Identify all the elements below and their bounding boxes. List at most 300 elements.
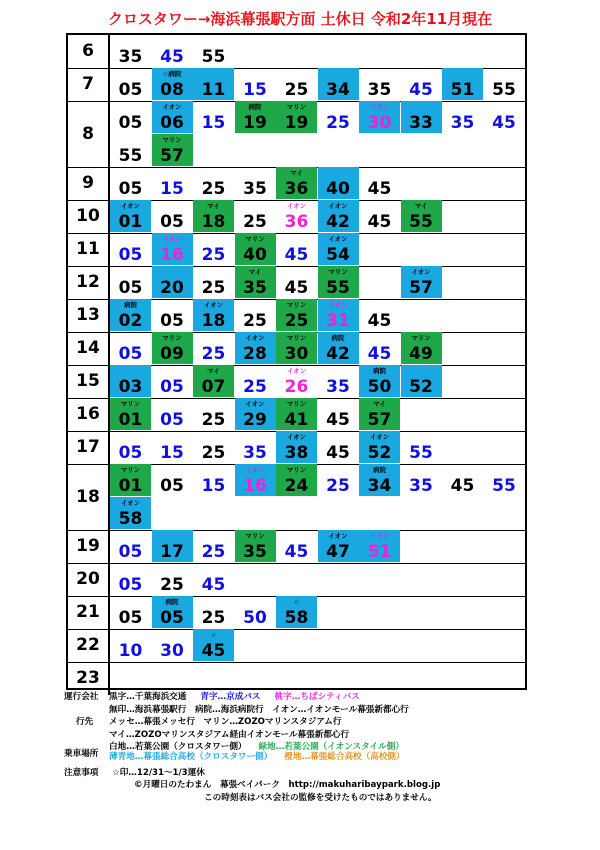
dest-text-3: マイ…ZOZOマリンスタジアム経由イオンモール幕張新都心行 [109, 729, 350, 740]
departure-cell [318, 299, 359, 331]
departure-cell [359, 398, 400, 430]
hour-label: 8 [68, 101, 110, 167]
departure-cell [235, 167, 276, 199]
departure-cell [276, 530, 317, 562]
departure-cell [359, 464, 400, 496]
departure-cell [152, 68, 193, 100]
departure-cell [152, 134, 193, 166]
departure-minute: 15 [160, 179, 184, 199]
dest-text-1: 無印…海浜幕張駅行 病院…海浜病院行 イオン…イオンモール幕張新都心行 [109, 704, 409, 715]
departure-cell [276, 332, 317, 364]
departure-minute: 01 [118, 476, 143, 496]
departure-cell [401, 101, 442, 133]
destination-tag: イオン [120, 202, 141, 210]
departure-minute: 35 [243, 278, 267, 298]
departure-minute: 55 [326, 278, 350, 298]
departure-minute: 07 [201, 377, 226, 397]
stop-orange: 橙地…幕張総合高校（高校側） [284, 751, 405, 762]
destination-tag: イオン [328, 235, 348, 243]
departure-minute: 05 [118, 80, 143, 100]
destination-tag: イオン [369, 103, 390, 111]
departure-minute: 25 [201, 443, 226, 463]
departure-cell [193, 233, 234, 265]
departure-minute: 45 [367, 344, 392, 364]
departure-minute: 25 [284, 311, 309, 331]
departure-cell [401, 68, 442, 100]
operator-line [64, 691, 594, 704]
departure-minute: 55 [409, 443, 433, 463]
destination-tag: ☆ [293, 598, 300, 606]
dest-line-2 [64, 716, 594, 729]
departure-cell [152, 266, 193, 298]
departure-cell [193, 398, 234, 430]
departure-minute: 55 [118, 146, 143, 166]
departure-cell [152, 233, 193, 265]
operator-black: 黒字…千葉海浜交通 [109, 692, 187, 702]
destination-tag: イオン [245, 400, 265, 408]
departure-cell [152, 398, 193, 430]
departure-cell [110, 365, 151, 397]
operator-blue: 青字…京成バス [200, 692, 261, 702]
timetable-grid [66, 33, 527, 690]
departure-minute: 40 [326, 179, 350, 199]
departure-cell [276, 464, 317, 496]
departure-cell [152, 530, 193, 562]
departure-minute: 25 [243, 377, 267, 397]
departure-minute: 19 [284, 113, 309, 133]
departure-minute: 25 [201, 542, 226, 562]
departure-minute: 25 [284, 80, 309, 100]
departure-cell [152, 101, 193, 133]
departure-minute: 06 [160, 113, 184, 133]
departure-cell [442, 101, 483, 133]
departure-minute: 42 [326, 344, 350, 364]
destination-tag: マリン [328, 268, 348, 276]
departure-cell [152, 200, 193, 232]
hour-label: 9 [68, 167, 110, 200]
departure-minute: 51 [450, 80, 475, 100]
departure-cell [235, 101, 276, 133]
destination-tag: マリン [120, 400, 141, 408]
stop-white: 白地…若葉公園（クロスタワー側） [109, 742, 247, 753]
destination-tag: イオン [328, 301, 348, 309]
departure-minute: 45 [326, 410, 350, 430]
departure-minute: 30 [367, 113, 392, 133]
departure-minute: 05 [118, 344, 143, 364]
destination-tag: イオン [411, 268, 431, 276]
departure-cell [235, 530, 276, 562]
hour-label: 11 [68, 233, 110, 266]
departure-cell [276, 233, 317, 265]
departure-minute: 15 [243, 80, 267, 100]
departure-minute: 55 [409, 212, 433, 232]
departure-cell [110, 596, 151, 628]
hour-label: 17 [68, 431, 110, 464]
departure-minute: 36 [284, 212, 309, 232]
departure-minute: 45 [201, 575, 226, 595]
departure-cell [235, 266, 276, 298]
departure-minute: 05 [160, 608, 184, 628]
destination-tag: イオン [120, 499, 141, 507]
departure-minute: 16 [243, 476, 267, 496]
departure-cell [359, 365, 400, 397]
destination-tag: イオン [245, 334, 265, 342]
destination-tag: 病院 [331, 334, 345, 342]
departure-cell [235, 299, 276, 331]
departure-cell [110, 629, 151, 661]
destination-tag: ☆病院 [162, 70, 182, 78]
destination-tag: マリン [411, 334, 431, 342]
departure-minute: 05 [118, 443, 143, 463]
stop-line-2 [64, 748, 594, 764]
departure-minute: 35 [243, 179, 267, 199]
destination-tag: マイ [207, 367, 220, 375]
departure-minute: 09 [160, 344, 184, 364]
departure-cell [152, 464, 193, 496]
departure-cell [318, 233, 359, 265]
departure-minute: 05 [118, 179, 143, 199]
departure-minute: 25 [160, 575, 184, 595]
departure-cell [110, 530, 151, 562]
departure-cell [318, 68, 359, 100]
credit-text: ©月曜日のたわまん 幕張ベイパーク http://makuharibaypark.blog.jp [134, 780, 441, 791]
departure-cell [359, 101, 400, 133]
hour-label: 14 [68, 332, 110, 365]
departure-minute: 52 [367, 443, 392, 463]
destination-tag: 病院 [373, 367, 386, 375]
departure-cell [318, 398, 359, 430]
departure-minute: 35 [118, 47, 143, 67]
departure-minute: 05 [118, 575, 143, 595]
departure-cell [401, 266, 442, 298]
departure-cell [401, 200, 442, 232]
departure-minute: 45 [409, 80, 433, 100]
departure-cell [318, 431, 359, 463]
departure-minute: 15 [160, 443, 184, 463]
departure-cell [110, 266, 151, 298]
destination-tag: マイ [248, 268, 262, 276]
departure-minute: 35 [326, 377, 350, 397]
departure-minute: 18 [201, 212, 226, 232]
departure-cell [318, 266, 359, 298]
departure-cell [359, 332, 400, 364]
departure-cell [235, 431, 276, 463]
destination-tag: マリン [120, 466, 141, 474]
departure-cell [401, 431, 442, 463]
departure-minute: 11 [201, 80, 226, 100]
departure-minute: 45 [326, 443, 350, 463]
destination-tag: イオン [203, 301, 224, 309]
hour-label: 18 [68, 464, 110, 530]
departure-cell [276, 68, 317, 100]
departure-cell [484, 68, 525, 100]
departure-cell [152, 629, 193, 661]
departure-cell [110, 464, 151, 496]
departure-minute: 38 [284, 443, 309, 463]
destination-tag: イオン [286, 433, 307, 441]
departure-minute: 03 [118, 377, 143, 397]
departure-minute: 45 [367, 212, 392, 232]
hour-label: 16 [68, 398, 110, 431]
destination-tag: マリン [286, 466, 307, 474]
departure-minute: 58 [284, 608, 309, 628]
departure-minute: 05 [118, 245, 143, 265]
hour-label: 23 [68, 662, 110, 695]
hour-label: 12 [68, 266, 110, 299]
departure-minute: 57 [160, 146, 184, 166]
destination-tag: マイ [414, 202, 428, 210]
hour-label: 13 [68, 299, 110, 332]
departure-cell [235, 464, 276, 496]
departure-cell [193, 365, 234, 397]
departure-cell [318, 167, 359, 199]
departure-cell [318, 101, 359, 133]
departure-minute: 25 [201, 245, 226, 265]
destination-tag: 病院 [165, 598, 179, 606]
departure-cell [276, 167, 317, 199]
departure-minute: 49 [409, 344, 433, 364]
departure-cell [318, 530, 359, 562]
departure-cell [235, 68, 276, 100]
departure-cell [235, 398, 276, 430]
departure-cell [193, 266, 234, 298]
departure-minute: 08 [160, 80, 184, 100]
departure-cell [193, 299, 234, 331]
departure-cell [110, 68, 151, 100]
departure-cell [276, 596, 317, 628]
departure-minute: 58 [118, 509, 143, 529]
departure-minute: 45 [450, 476, 475, 496]
departure-minute: 25 [201, 278, 226, 298]
destination-tag: イオン [286, 202, 307, 210]
departure-cell [401, 464, 442, 496]
departure-cell [110, 233, 151, 265]
departure-cell [193, 596, 234, 628]
departure-cell [193, 68, 234, 100]
departure-minute: 05 [118, 542, 143, 562]
departure-minute: 35 [243, 542, 267, 562]
departure-minute: 28 [243, 344, 267, 364]
departure-cell [152, 563, 193, 595]
destination-tag: 病院 [124, 301, 137, 309]
destination-tag: マリン [162, 136, 182, 144]
departure-cell [235, 596, 276, 628]
departure-cell [152, 596, 193, 628]
dest-text-2: メッセ…幕張メッセ行 マリン…ZOZOマリンスタジアム行 [109, 717, 342, 728]
departure-cell [235, 365, 276, 397]
destination-tag: イオン [162, 235, 182, 243]
departure-cell [110, 200, 151, 232]
departure-cell [484, 101, 525, 133]
departure-minute: 25 [243, 212, 267, 232]
departure-minute: 35 [450, 113, 475, 133]
departure-minute: 19 [243, 113, 267, 133]
departure-cell [359, 299, 400, 331]
departure-minute: 17 [160, 542, 184, 562]
departure-minute: 25 [201, 344, 226, 364]
destination-tag: マリン [245, 235, 265, 243]
hour-label: 22 [68, 629, 110, 662]
departure-cell [359, 266, 400, 298]
hour-label: 21 [68, 596, 110, 629]
departure-minute: 57 [367, 410, 392, 430]
departure-minute: 35 [243, 443, 267, 463]
departure-cell [401, 365, 442, 397]
departure-cell [110, 35, 151, 67]
destination-tag: イオン [369, 433, 390, 441]
departure-cell [359, 68, 400, 100]
departure-minute: 05 [160, 311, 184, 331]
departure-minute: 47 [326, 542, 350, 562]
departure-cell [152, 332, 193, 364]
hour-label: 15 [68, 365, 110, 398]
departure-cell [318, 200, 359, 232]
departure-minute: 35 [409, 476, 433, 496]
departure-cell [193, 629, 234, 661]
departure-minute: 54 [326, 245, 350, 265]
destination-tag: マリン [286, 400, 307, 408]
disclaimer-line [64, 792, 594, 805]
departure-minute: 45 [160, 47, 184, 67]
departure-minute: 02 [118, 311, 143, 331]
departure-minute: 24 [284, 476, 309, 496]
departure-cell [235, 332, 276, 364]
departure-cell [193, 431, 234, 463]
destination-tag: イオン [369, 532, 390, 540]
departure-cell [152, 431, 193, 463]
departure-minute: 30 [160, 641, 184, 661]
departure-minute: 05 [160, 377, 184, 397]
departure-cell [276, 431, 317, 463]
departure-minute: 25 [326, 476, 350, 496]
departure-minute: 16 [160, 245, 184, 265]
departure-cell [359, 200, 400, 232]
departure-minute: 45 [367, 179, 392, 199]
hour-label: 20 [68, 563, 110, 596]
departure-minute: 25 [326, 113, 350, 133]
stop-green: 緑地…若葉公園（イオンスタイル側） [258, 742, 404, 753]
departure-cell [110, 563, 151, 595]
destination-tag: イオン [162, 103, 182, 111]
dest-label: 行先 [76, 717, 94, 728]
departure-minute: 05 [118, 278, 143, 298]
departure-cell [152, 299, 193, 331]
departure-cell [110, 101, 151, 133]
departure-minute: 45 [284, 245, 309, 265]
departure-minute: 35 [367, 80, 392, 100]
departure-minute: 26 [284, 377, 309, 397]
departure-minute: 20 [160, 278, 184, 298]
departure-cell [110, 332, 151, 364]
timetable-title: クロスタワー→海浜幕張駅方面 土休日 令和2年11月現在 [107, 10, 493, 28]
destination-tag: 病院 [248, 103, 262, 111]
destination-tag: マリン [245, 532, 265, 540]
departure-cell [235, 233, 276, 265]
departure-cell [235, 200, 276, 232]
departure-cell [359, 530, 400, 562]
departure-minute: 55 [492, 476, 516, 496]
departure-cell [276, 398, 317, 430]
departure-cell [110, 299, 151, 331]
departure-minute: 05 [160, 410, 184, 430]
departure-cell [193, 464, 234, 496]
departure-cell [276, 101, 317, 133]
departure-minute: 25 [243, 311, 267, 331]
departure-cell [152, 365, 193, 397]
destination-tag: マイ [373, 400, 386, 408]
destination-tag: イオン [328, 532, 348, 540]
departure-cell [110, 431, 151, 463]
departure-cell [193, 35, 234, 67]
legend-notes [64, 691, 594, 804]
departure-minute: 55 [201, 47, 226, 67]
departure-cell [442, 464, 483, 496]
destination-tag: イオン [328, 202, 348, 210]
departure-minute: 50 [243, 608, 267, 628]
destination-tag: マイ [207, 202, 220, 210]
departure-cell [152, 35, 193, 67]
departure-cell [276, 365, 317, 397]
hour-divider [68, 662, 525, 663]
departure-minute: 45 [367, 311, 392, 331]
departure-cell [442, 68, 483, 100]
departure-cell [276, 200, 317, 232]
dest-line-3 [64, 729, 594, 742]
departure-cell [193, 167, 234, 199]
departure-minute: 29 [243, 410, 267, 430]
departure-cell [110, 398, 151, 430]
departure-minute: 55 [492, 80, 516, 100]
departure-minute: 25 [201, 179, 226, 199]
destination-tag: マリン [286, 103, 307, 111]
destination-tag: イオン [286, 367, 307, 375]
hour-label: 7 [68, 68, 110, 101]
departure-cell [193, 530, 234, 562]
departure-minute: 41 [284, 410, 309, 430]
departure-cell [193, 563, 234, 595]
destination-tag: ☆ [210, 631, 217, 639]
departure-minute: 25 [201, 608, 226, 628]
destination-tag: マリン [162, 334, 182, 342]
hour-label: 10 [68, 200, 110, 233]
departure-minute: 25 [201, 410, 226, 430]
departure-cell [318, 365, 359, 397]
destination-tag: イオン [245, 466, 265, 474]
credit-line [64, 779, 594, 792]
departure-cell [193, 200, 234, 232]
departure-minute: 57 [409, 278, 433, 298]
destination-tag: マイ [290, 169, 303, 177]
departure-cell [276, 299, 317, 331]
departure-minute: 05 [118, 608, 143, 628]
departure-minute: 45 [284, 278, 309, 298]
departure-cell [193, 332, 234, 364]
operator-pink: 桃字…ちばシティバス [274, 692, 360, 702]
departure-minute: 05 [118, 113, 143, 133]
departure-minute: 33 [409, 113, 433, 133]
stop-light-blue: 薄青地…幕張総合高校（クロスタワー側） [109, 751, 273, 762]
departure-minute: 05 [160, 212, 184, 232]
departure-minute: 52 [409, 377, 433, 397]
disclaimer-text: この時刻表はバス会社の監修を受けたものではありません。 [204, 792, 437, 803]
departure-minute: 45 [492, 113, 516, 133]
departure-minute: 51 [367, 542, 392, 562]
caution-text: ☆印…12/31～1/3運休 [112, 767, 205, 778]
departure-cell [110, 167, 151, 199]
caution-line [64, 767, 594, 780]
departure-minute: 45 [284, 542, 309, 562]
departure-minute: 01 [118, 212, 143, 232]
